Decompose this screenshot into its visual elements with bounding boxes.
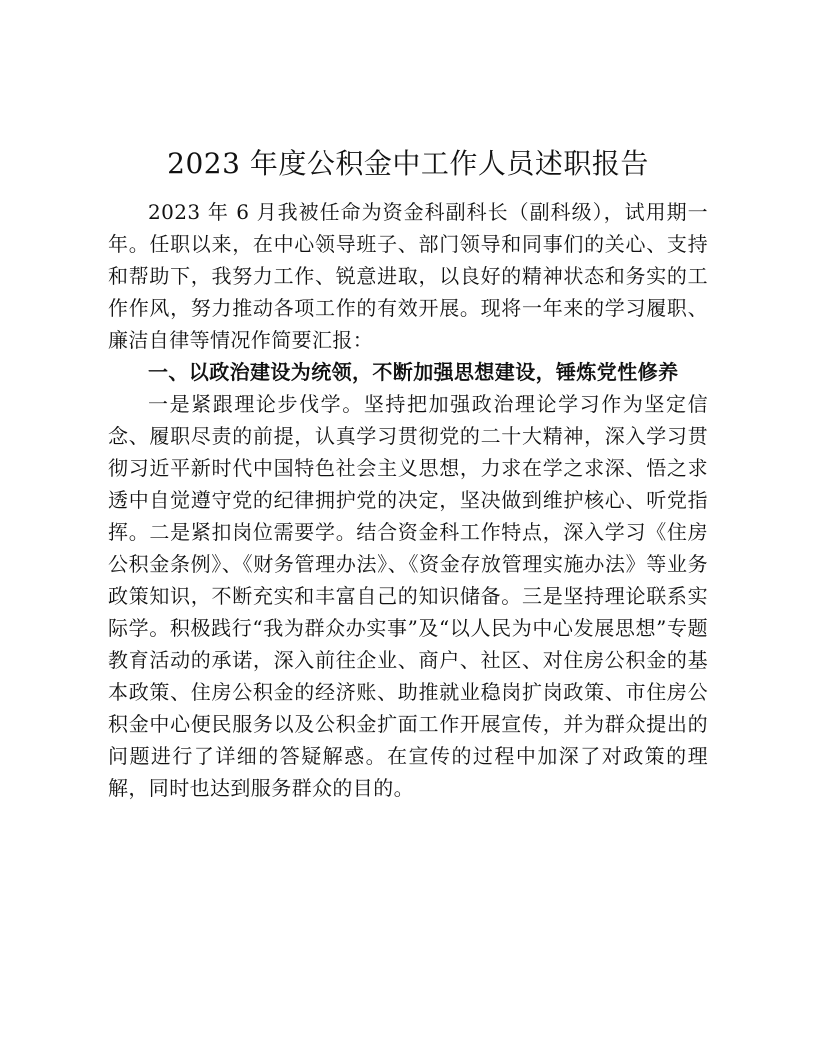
document-body bbox=[108, 196, 708, 804]
document-title: 2023 年度公积金中工作人员述职报告 bbox=[167, 147, 649, 180]
section-1-heading: 一、以政治建设为统领，不断加强思想建设，锤炼党性修养 bbox=[148, 360, 679, 384]
section-1-paragraph: 一是紧跟理论步伐学。坚持把加强政治理论学习作为坚定信念、履职尽责的前提，认真学习贯彻党的二十大精神，深入学习贯彻习近平新时代中国特色社会主义思想，力求在学之求深、悟之求透中自觉遵守党的纪律拥护党的决定，坚决做到维护核心、听党指挥。二是紧扣岗位需要学。结合资金科工作特点，深入学习《住房公积金条例》、《财务管理办法》、《资金存放管理实施办法》等业务政策知识，不断充实和丰富自己的知识储备。三是坚持理论联系实际学。积极践行“我为群众办实事”及“以人民为中心发展思想”专题教育活动的承诺，深入前往企业、商户、社区、对住房公积金的基本政策、住房公积金的经济账、助推就业稳岗扩岗政策、市住房公积金中心便民服务以及公积金扩面工作开展宣传，并为群众提出的问题进行了详细的答疑解惑。在宣传的过程中加深了对政策的理解，同时也达到服务群众的目的。 bbox=[108, 392, 708, 800]
intro-paragraph: 2023 年 6 月我被任命为资金科副科长（副科级），试用期一年。任职以来，在中心领导班子、部门领导和同事们的关心、支持和帮助下，我努力工作、锐意进取，以良好的精神状态和务实的工作作风，努力推动各项工作的有效开展。现将一年来的学习履职、廉洁自律等情况作简要汇报： bbox=[108, 200, 708, 352]
